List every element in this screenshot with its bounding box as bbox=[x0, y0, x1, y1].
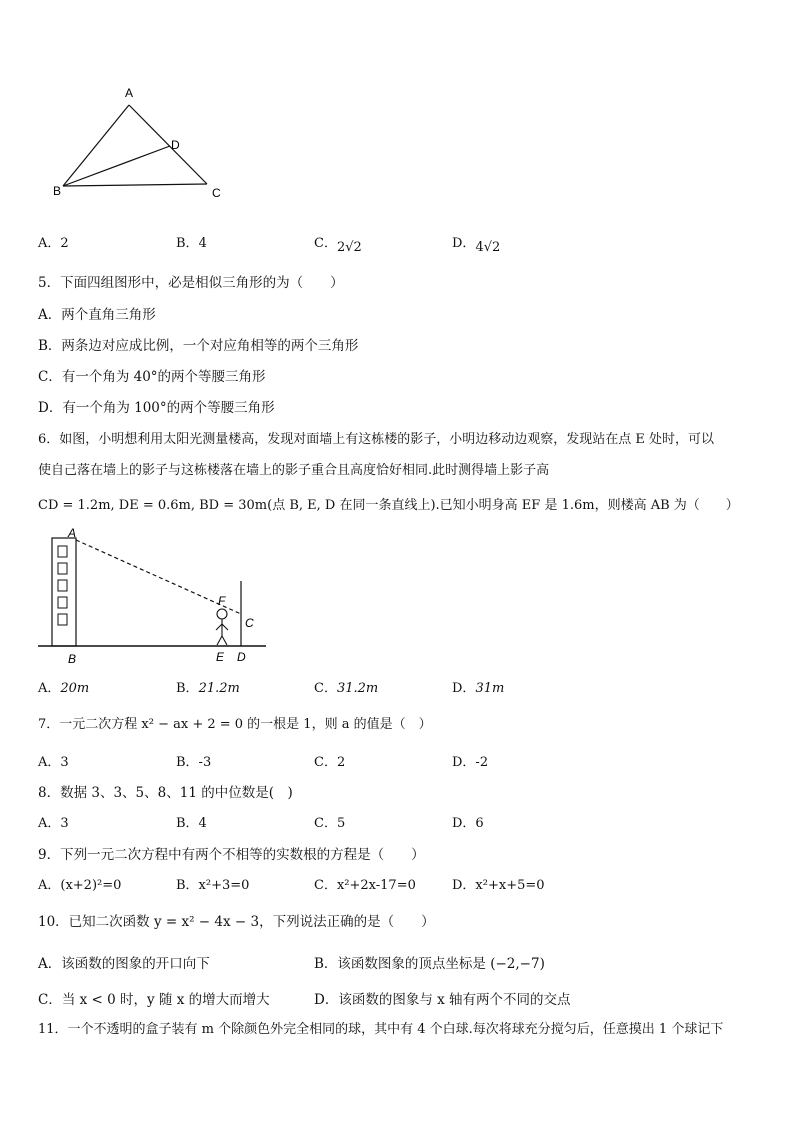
q11-stem: 11．一个不透明的盒子装有 m 个除颜色外完全相同的球，其中有 4 个白球.每次将球充分搅匀后，任意摸出 1 个球记下 bbox=[38, 1022, 724, 1037]
q9-option-d: D．x²+x+5=0 bbox=[452, 878, 545, 893]
q10-option-a: A．该函数的图象的开口向下 bbox=[38, 956, 210, 972]
q4-option-b: B．4 bbox=[176, 236, 207, 251]
q4-option-c: C．2√2 bbox=[314, 236, 362, 255]
label-a: A bbox=[125, 86, 134, 100]
label-b: B bbox=[53, 184, 62, 198]
triangle-figure bbox=[40, 80, 240, 205]
q9-option-b: B．x²+3=0 bbox=[176, 878, 250, 893]
label-a: A bbox=[68, 526, 77, 540]
q10-option-b: B．该函数图象的顶点坐标是 (−2,−7) bbox=[314, 956, 545, 972]
q10-option-d: D．该函数的图象与 x 轴有两个不同的交点 bbox=[314, 992, 571, 1008]
shadow-figure bbox=[36, 526, 276, 666]
q9-option-c: C．x²+2x-17=0 bbox=[314, 878, 416, 893]
q10-option-c: C．当 x < 0 时，y 随 x 的增大而增大 bbox=[38, 992, 270, 1008]
q8-option-a: A．3 bbox=[38, 816, 69, 831]
label-c: C bbox=[245, 616, 254, 630]
label-b: B bbox=[68, 652, 77, 666]
q6-option-c: C．31.2m bbox=[314, 681, 379, 696]
q4-option-a: A．2 bbox=[38, 236, 69, 251]
q7-option-c: C．2 bbox=[314, 755, 346, 770]
q6-line-2: 使自己落在墙上的影子与这栋楼落在墙上的影子重合且高度恰好相同.此时测得墙上影子高 bbox=[38, 463, 550, 478]
q8-stem: 8．数据 3、3、5、8、11 的中位数是( ) bbox=[38, 785, 293, 801]
q7-option-d: D．-2 bbox=[452, 755, 489, 770]
label-f: F bbox=[218, 594, 226, 608]
q8-option-d: D．6 bbox=[452, 816, 484, 831]
q6-line-1: 6．如图，小明想利用太阳光测量楼高，发现对面墙上有这栋楼的影子，小明边移动边观察，发现站在点 E 处时，可以 bbox=[38, 432, 715, 447]
q5-option-d: D．有一个角为 100°的两个等腰三角形 bbox=[38, 400, 275, 416]
q8-option-b: B．4 bbox=[176, 816, 207, 831]
q4-option-d: D．4√2 bbox=[452, 236, 501, 255]
q5-option-a: A．两个直角三角形 bbox=[38, 307, 156, 323]
label-d: D bbox=[171, 138, 180, 152]
q7-option-b: B．-3 bbox=[176, 755, 212, 770]
q9-option-a: A．(x+2)²=0 bbox=[38, 878, 122, 893]
label-e: E bbox=[216, 650, 225, 664]
q7-option-a: A．3 bbox=[38, 755, 69, 770]
q5-option-c: C．有一个角为 40°的两个等腰三角形 bbox=[38, 369, 266, 385]
q6-line-3: CD = 1.2m, DE = 0.6m, BD = 30m(点 B, E, D 在同一条直线上).已知小明身高 EF 是 1.6m，则楼高 AB 为（ ） bbox=[38, 498, 739, 513]
label-d: D bbox=[237, 650, 246, 664]
q5-stem: 5．下面四组图形中，必是相似三角形的为（ ） bbox=[38, 275, 344, 291]
q5-option-b: B．两条边对应成比例，一个对应角相等的两个三角形 bbox=[38, 338, 359, 354]
q6-option-d: D．31m bbox=[452, 681, 505, 696]
q7-stem: 7．一元二次方程 x² − ax + 2 = 0 的一根是 1，则 a 的值是（ ） bbox=[38, 717, 432, 732]
q9-stem: 9．下列一元二次方程中有两个不相等的实数根的方程是（ ） bbox=[38, 847, 425, 863]
label-c: C bbox=[212, 186, 221, 200]
q10-stem: 10．已知二次函数 y = x² − 4x − 3，下列说法正确的是（ ） bbox=[38, 914, 435, 930]
q6-option-b: B．21.2m bbox=[176, 681, 240, 696]
q8-option-c: C．5 bbox=[314, 816, 346, 831]
q6-option-a: A．20m bbox=[38, 681, 90, 696]
